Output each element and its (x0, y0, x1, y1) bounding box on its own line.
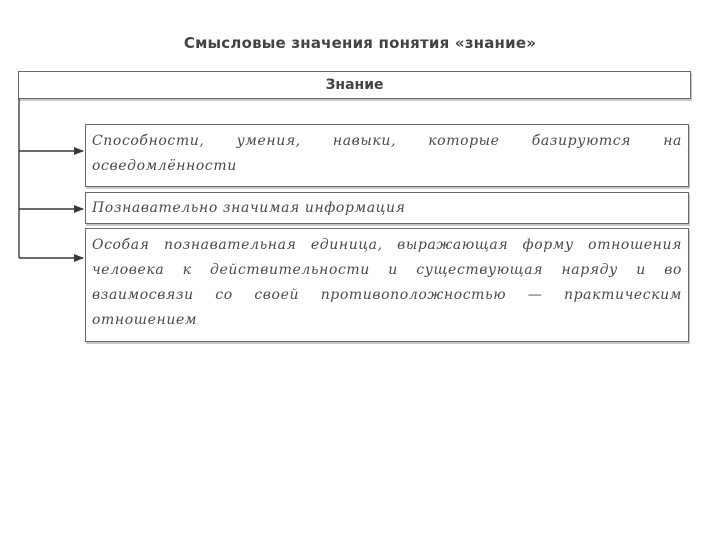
root-concept-box: Знание (18, 71, 691, 99)
meaning-box-3: Особая познавательная единица, выражающая форму отношения человека к действительности и существующая наряду и во взаимосвязи со своей противоположностью — практическим отношением (85, 228, 689, 342)
diagram-title: Смысловые значения понятия «знание» (183, 34, 537, 52)
meaning-box-2: Познавательно значимая информация (85, 192, 689, 224)
meaning-box-1: Способности, умения, навыки, которые базируются на осведомлённости (85, 124, 689, 187)
